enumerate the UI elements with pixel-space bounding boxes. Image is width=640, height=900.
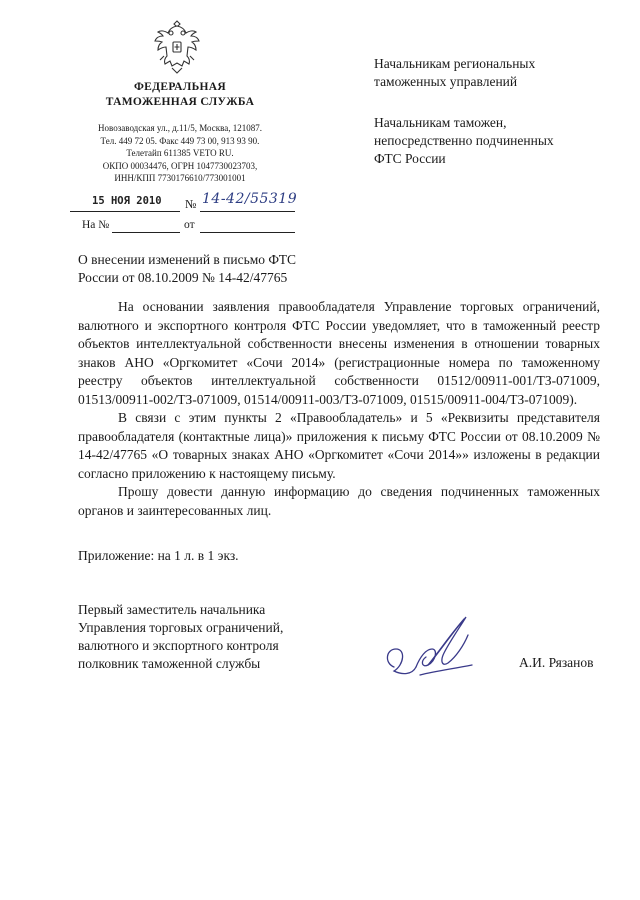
subject-line: О внесении изменений в письмо ФТС	[78, 252, 297, 267]
registration-number: 14-42/55319	[202, 191, 298, 207]
addressee-customs	[374, 114, 614, 168]
letter-body	[78, 298, 600, 520]
attachment-note: Приложение: на 1 л. в 1 экз.	[78, 548, 239, 563]
signer-title-line: Управления торговых ограничений,	[78, 620, 284, 635]
letter-subject	[78, 251, 378, 287]
signer-title-line: Первый заместитель начальника	[78, 602, 266, 617]
reply-number-label: На №	[82, 219, 110, 231]
signer-title	[78, 601, 378, 673]
signer-title-line: полковник таможенной службы	[78, 656, 261, 671]
number-underline	[200, 211, 295, 212]
org-name-line: ФЕДЕРАЛЬНАЯ	[133, 81, 226, 93]
addressee-line: Начальникам таможен,	[374, 115, 507, 130]
registration-date-stamp: 15 НОЯ 2010	[92, 195, 162, 207]
reply-date-line	[200, 232, 295, 233]
address-line: Тел. 449 72 05. Факс 449 73 00, 913 93 90.	[100, 135, 260, 146]
org-address	[70, 122, 290, 185]
signer-title-line: валютного и экспортного контроля	[78, 638, 279, 653]
handwritten-signature	[380, 605, 490, 695]
address-line: ИНН/КПП 7730176610/773001001	[114, 173, 246, 183]
addressee-line: непосредственно подчиненных	[374, 133, 554, 148]
signer-name: А.И. Рязанов	[519, 655, 594, 670]
subject-line: России от 08.10.2009 № 14-42/47765	[78, 270, 288, 285]
reply-row	[70, 218, 300, 238]
addressee-regional	[374, 55, 614, 91]
addressee-line: ФТС России	[374, 151, 446, 166]
body-paragraph: В связи с этим пункты 2 «Правообладатель» и 5 «Реквизиты представителя правообладателя (контактные лица)» приложения к письму ФТС России от 08.10.2009 № 14-42/47765 «О товарных знаках АНО «Оргкомитет «Сочи 2014»» изложены в редакции согласно приложению к настоящему письму.	[78, 410, 600, 481]
org-name	[70, 80, 290, 110]
address-line: ОКПО 00034476, ОГРН 1047730023703,	[102, 160, 258, 171]
address-line: Телетайп 611385 VETO RU.	[126, 148, 234, 158]
double-headed-eagle-icon	[152, 20, 202, 76]
body-paragraph: Прошу довести данную информацию до сведения подчиненных таможенных органов и заинтересованных лиц.	[78, 484, 600, 518]
body-paragraph: На основании заявления правообладателя Управление торговых ограничений, валютного и экспортного контроля ФТС России уведомляет, что в таможенный реестр объектов интеллектуальной собственности внесены изменения в отношении товарных знаков АНО «Оргкомитет «Сочи 2014» (регистрационные номера по таможенному реестру объектов интеллектуальной собственности 01512/00911-001/ТЗ-071009, 01513/00911-002/ТЗ-071009, 01514/00911-003/ТЗ-071009, 01515/00911-004/ТЗ-071009).	[78, 299, 600, 407]
address-line: Новозаводская ул., д.11/5, Москва, 121087.	[98, 123, 262, 133]
org-name-line: ТАМОЖЕННАЯ СЛУЖБА	[105, 96, 255, 108]
addressee-line: таможенных управлений	[374, 74, 518, 89]
registration-row	[70, 191, 300, 216]
addressee-line: Начальникам региональных	[374, 56, 536, 71]
reply-number-line	[112, 232, 180, 233]
date-underline	[70, 211, 180, 212]
number-sign: №	[185, 197, 197, 211]
reply-date-label: от	[184, 219, 195, 231]
